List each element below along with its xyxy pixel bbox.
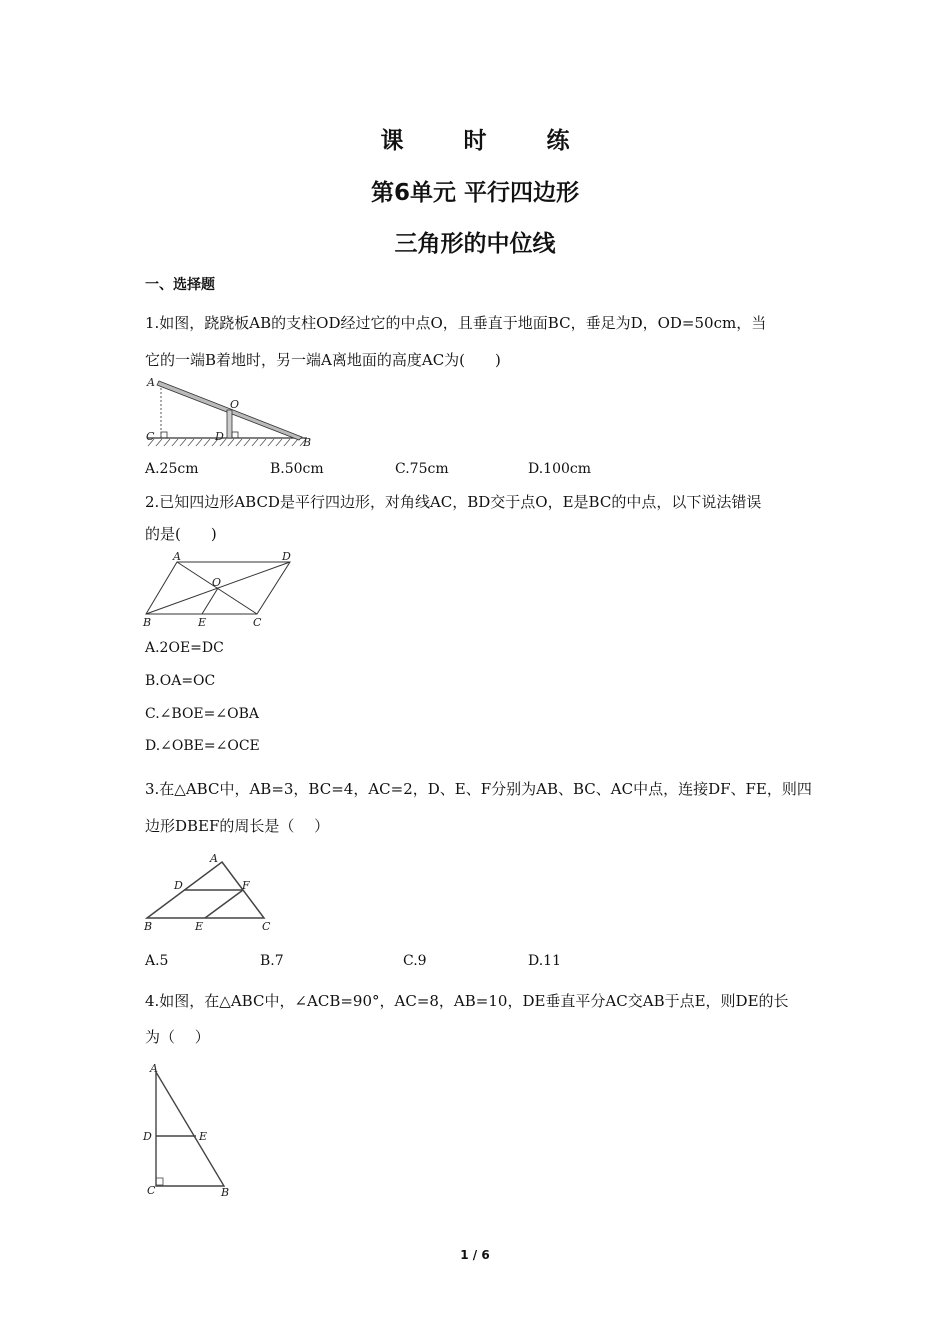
- q2-option-a: A.2OE=DC: [145, 640, 224, 656]
- fig2-label-c: C: [253, 616, 262, 629]
- fig2-label-a: A: [173, 550, 181, 563]
- q4-line1: 4.如图，在△ABC中，∠ACB=90°，AC=8，AB=10，DE垂直平分AC交AB于点E，则DE的长: [145, 992, 789, 1010]
- q1-option-a: A.25cm: [145, 461, 199, 477]
- unit-title: 第6单元 平行四边形: [370, 180, 579, 206]
- q4-triangle-figure: [142, 1060, 234, 1200]
- q3-line1: 3.在△ABC中，AB=3，BC=4，AC=2，D、E、F分别为AB、BC、AC中点，连接DF、FE，则四: [145, 780, 812, 798]
- fig1-label-b: B: [303, 436, 312, 449]
- q3-option-a: A.5: [145, 953, 169, 969]
- fig1-label-a: A: [147, 376, 155, 389]
- fig2-label-e: E: [198, 616, 207, 629]
- section-heading: 一、选择题: [145, 277, 215, 293]
- fig3-label-f: F: [242, 879, 250, 892]
- fig3-label-a: A: [210, 852, 218, 865]
- q1-option-c: C.75cm: [395, 461, 449, 477]
- page-number: 1 / 6: [460, 1248, 490, 1262]
- fig2-label-o: O: [212, 576, 222, 589]
- q2-option-d: D.∠OBE=∠OCE: [145, 738, 260, 754]
- q2-option-b: B.OA=OC: [145, 673, 216, 689]
- fig3-label-d: D: [174, 879, 183, 892]
- fig3-label-e: E: [195, 920, 204, 933]
- fig2-label-d: D: [282, 550, 291, 563]
- fig4-label-a: A: [150, 1062, 158, 1075]
- fig1-label-c: C: [146, 430, 155, 443]
- fig4-label-d: D: [143, 1130, 152, 1143]
- fig2-label-b: B: [143, 616, 152, 629]
- fig3-label-b: B: [144, 920, 153, 933]
- q3-option-d: D.11: [528, 953, 561, 969]
- q1-option-d: D.100cm: [528, 461, 592, 477]
- doc-title: 课 时 练: [380, 128, 596, 154]
- fig1-label-o: O: [230, 398, 240, 411]
- q1-seesaw-figure: [142, 372, 317, 454]
- q2-line2: 的是( ): [145, 525, 217, 543]
- fig4-label-e: E: [199, 1130, 208, 1143]
- q3-line2: 边形DBEF的周长是（ ）: [145, 817, 330, 835]
- fig4-label-c: C: [147, 1184, 156, 1197]
- q1-line2: 它的一端B着地时，另一端A离地面的高度AC为( ): [145, 351, 501, 369]
- q4-line2: 为（ ）: [145, 1028, 210, 1046]
- fig1-label-d: D: [215, 430, 224, 443]
- q3-triangle-figure: [142, 850, 274, 934]
- q1-option-b: B.50cm: [270, 461, 324, 477]
- fig4-label-b: B: [221, 1186, 230, 1199]
- q2-line1: 2.已知四边形ABCD是平行四边形，对角线AC，BD交于点O，E是BC的中点，以下说法错误: [145, 493, 762, 511]
- q3-option-c: C.9: [403, 953, 427, 969]
- lesson-title: 三角形的中位线: [394, 231, 556, 257]
- fig3-label-c: C: [262, 920, 271, 933]
- q1-line1: 1.如图，跷跷板AB的支柱OD经过它的中点O，且垂直于地面BC，垂足为D，OD=50cm，当: [145, 314, 767, 332]
- q2-option-c: C.∠BOE=∠OBA: [145, 706, 259, 722]
- q2-parallelogram-figure: [142, 550, 302, 630]
- q3-option-b: B.7: [260, 953, 284, 969]
